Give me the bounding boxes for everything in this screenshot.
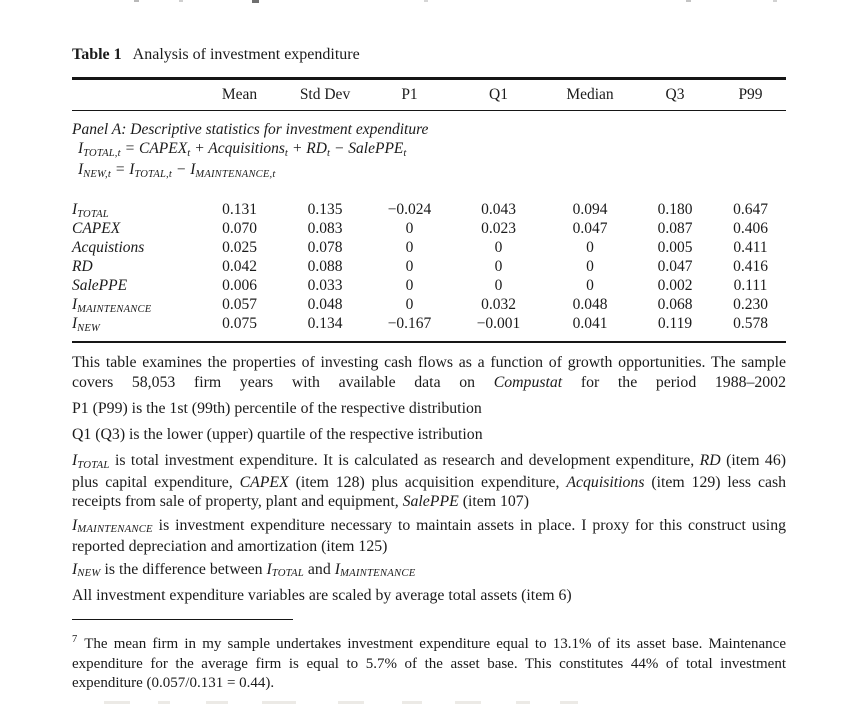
table-block [72, 46, 786, 709]
table-cell: 0.406 [733, 220, 768, 238]
table-row [72, 257, 786, 276]
table-cell: 0 [494, 277, 503, 295]
table-cell: −0.001 [476, 315, 521, 333]
table-cell: 0 [405, 277, 414, 295]
table-cell: 0.078 [307, 239, 343, 257]
column-header: Mean [221, 85, 258, 103]
table-cell: 0.578 [733, 315, 768, 333]
row-label: ITOTAL [72, 201, 109, 220]
panel-a-heading: Panel A: Descriptive statistics for investment expenditure [72, 121, 429, 139]
table-cell: 0.068 [657, 296, 693, 314]
table-row [72, 276, 786, 295]
table-cell: 0.131 [222, 201, 257, 219]
row-label: INEW [72, 315, 101, 334]
table-cell: 0.094 [572, 201, 608, 219]
table-cell: 0.042 [222, 258, 257, 276]
table-caption-label: Table 1 [72, 46, 122, 63]
table-cell: 0.180 [657, 201, 693, 219]
table-cell: 0.043 [481, 201, 516, 219]
table-cell: 0.111 [733, 277, 768, 295]
table-cell: 0.119 [657, 315, 693, 333]
column-header: Q1 [489, 85, 508, 103]
table-cell: 0.134 [307, 315, 343, 333]
column-header: Std Dev [299, 85, 351, 103]
table-row [72, 314, 786, 333]
table-cell: 0 [405, 296, 414, 314]
panel-a-block [72, 120, 786, 181]
column-header: P99 [738, 85, 763, 103]
row-label: RD [72, 258, 93, 276]
table-cell: 0 [405, 220, 414, 238]
note-scaling: All investment expenditure variables are scaled by average total assets (item 6) [72, 587, 572, 605]
note-inew: INEW is the difference between ITOTAL and IMAINTENANCE [72, 560, 416, 580]
table-cell: −0.024 [387, 201, 432, 219]
note-itotal: ITOTAL is total investment expenditure. It is calculated as research and development expenditure, RD (item 46) plus capital expenditure, CAPEX (item 128) plus acquisition expenditure, Acquisitions (item 129) less cash receipts from sale of property, plant and equipment, SalePPE (item 107) [72, 452, 787, 511]
table-cell: 0.002 [657, 277, 693, 295]
footnote-separator [72, 619, 293, 621]
row-label: SalePPE [72, 277, 128, 295]
table-cell: 0.083 [307, 220, 343, 238]
table-cell: 0.025 [222, 239, 257, 257]
table-header-row [72, 80, 786, 110]
column-header: Median [566, 85, 614, 103]
row-label: IMAINTENANCE [72, 296, 152, 315]
equation-inew: INEW,t = ITOTAL,t − IMAINTENANCE,t [78, 161, 276, 180]
table-cell: 0.075 [222, 315, 257, 333]
table-rule-under-header [72, 110, 786, 112]
table-cell: 0.230 [733, 296, 768, 314]
table-cell: 0 [586, 258, 594, 276]
table-cell: 0.087 [657, 220, 693, 238]
table-cell: 0.023 [481, 220, 516, 238]
column-header: Q3 [665, 85, 685, 103]
table-cell: 0 [586, 277, 594, 295]
table-cell: 0.041 [572, 315, 608, 333]
footnote-7 [72, 635, 786, 694]
note-sample: This table examines the properties of investing cash flows as a function of growth opportunities. The sample covers 58,053 firm years with available data on Compustat for the period 1988–2002 [72, 354, 786, 391]
table-caption-title: Analysis of investment expenditure [132, 46, 360, 63]
table-caption [72, 46, 786, 64]
note-percentiles: P1 (P99) is the 1st (99th) percentile of the respective distribution [72, 400, 482, 418]
table-cell: 0.070 [222, 220, 257, 238]
table-cell: 0 [405, 258, 414, 276]
table-cell: 0.005 [657, 239, 693, 257]
row-label: CAPEX [72, 220, 121, 238]
table-cell: 0 [405, 239, 414, 257]
table-cell: 0.048 [572, 296, 608, 314]
table-cell: 0.411 [733, 239, 768, 257]
table-cell: 0.416 [733, 258, 768, 276]
table-cell: 0.647 [733, 201, 768, 219]
table-cell: 0.135 [307, 201, 343, 219]
table-cell: 0.006 [222, 277, 257, 295]
table-cell: 0.088 [307, 258, 343, 276]
table-cell: 0.047 [657, 258, 693, 276]
equation-itotal: ITOTAL,t = CAPEXt + Acquisitionst + RDt − SalePPEt [78, 140, 407, 159]
table-cell: 0 [494, 258, 503, 276]
table-row [72, 238, 786, 257]
table-cell: 0 [586, 239, 594, 257]
footnote-text: The mean firm in my sample undertakes investment expenditure equal to 13.1% of its asset base. Maintenance expenditure for the average firm is equal to 5.7% of the asset base. This constitutes 44% of total investment expenditure (0.057/0.131 = 0.44). [72, 636, 786, 692]
row-label: Acquistions [72, 239, 145, 257]
table-rule-bottom [72, 341, 786, 343]
table-body [72, 200, 786, 333]
table-cell: 0.032 [481, 296, 516, 314]
table-cell: 0 [494, 239, 503, 257]
table-cell: −0.167 [387, 315, 432, 333]
note-quartiles: Q1 (Q3) is the lower (upper) quartile of the respective istribution [72, 425, 483, 443]
table-notes [72, 353, 786, 606]
table-row [72, 219, 786, 238]
table-cell: 0.033 [307, 277, 343, 295]
note-imaintenance: IMAINTENANCE is investment expenditure necessary to maintain assets in place. I proxy for this construct using reported depreciation and amortization (item 125) [72, 516, 786, 556]
footnote-marker: 7 [72, 634, 78, 646]
table-row [72, 295, 786, 314]
column-header: P1 [401, 85, 418, 103]
table-row [72, 200, 786, 219]
table-cell: 0.048 [307, 296, 343, 314]
table-cell: 0.057 [222, 296, 257, 314]
table-cell: 0.047 [572, 220, 608, 238]
